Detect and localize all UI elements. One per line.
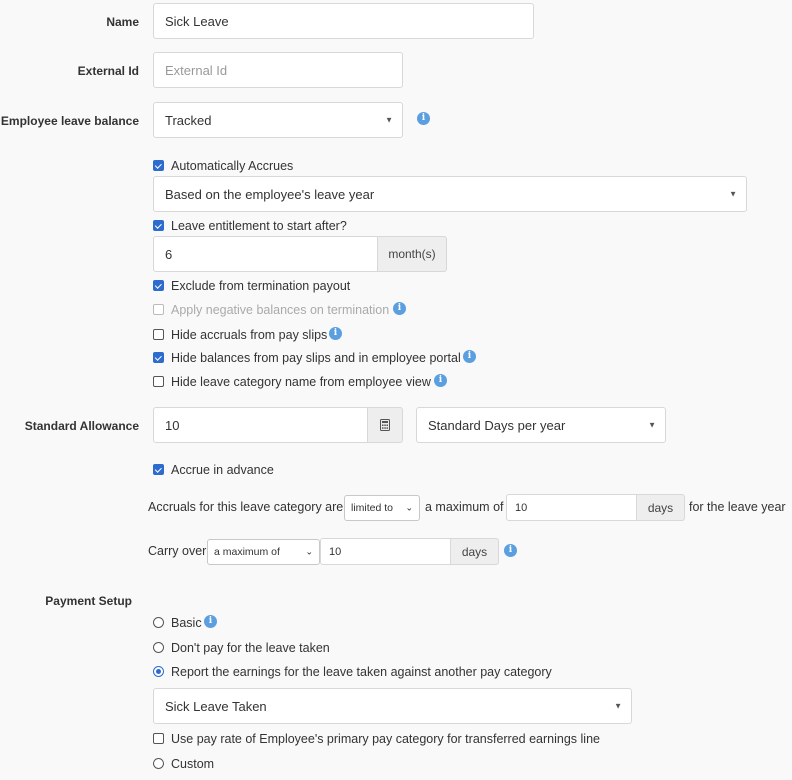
standard-allowance-label: Standard Allowance [24,419,139,433]
auto-accrues-label: Automatically Accrues [171,159,294,173]
accruals-limit-select-value: limited to [351,502,394,514]
info-icon[interactable]: i [417,112,430,125]
accruals-limit-unit: days [636,494,685,521]
carry-over-label: Carry over [148,544,207,558]
accrual-basis-value: Based on the employee's leave year [165,186,375,202]
calculator-icon [380,419,390,431]
hide-balances-label: Hide balances from pay slips and in employee portal [171,351,461,365]
dont-pay-radio[interactable] [153,642,164,653]
hide-accruals-checkbox[interactable] [153,329,164,340]
name-value: Sick Leave [165,13,229,29]
carry-over-value: 10 [329,545,342,558]
pay-category-select[interactable] [153,688,632,724]
dropdown-caret-icon: ▼ [385,115,393,125]
leave-balance-select[interactable] [153,102,403,138]
exclude-termination-label: Exclude from termination payout [171,279,351,293]
leave-balance-label: Employee leave balance [0,114,139,128]
standard-allowance-input[interactable] [153,407,368,443]
hide-category-checkbox[interactable] [153,376,164,387]
dropdown-caret-icon: ▼ [729,189,737,199]
payment-setup-label: Payment Setup [45,594,132,608]
report-earnings-label: Report the earnings for the leave taken against another pay category [171,665,552,679]
negative-balances-label: Apply negative balances on termination [171,303,390,317]
use-primary-rate-checkbox[interactable] [153,733,164,744]
accrue-advance-checkbox[interactable] [153,464,164,475]
external-id-input[interactable] [153,52,403,88]
accruals-limit-middle: a maximum of [425,500,504,514]
carry-over-unit: days [450,538,499,565]
external-id-label: External Id [77,64,139,78]
basic-label: Basic [171,616,202,630]
dropdown-caret-icon: ▼ [614,701,622,711]
exclude-termination-checkbox[interactable] [153,280,164,291]
leave-balance-value: Tracked [165,112,212,128]
accrue-advance-label: Accrue in advance [171,463,274,477]
allowance-unit-select[interactable] [416,407,666,443]
info-icon[interactable]: i [204,615,217,628]
carry-over-input[interactable] [320,538,451,565]
negative-balances-checkbox[interactable] [153,304,164,315]
entitlement-input[interactable] [153,236,378,272]
dropdown-caret-icon: ▼ [648,420,656,430]
entitlement-label: Leave entitlement to start after? [171,219,347,233]
accruals-limit-prefix: Accruals for this leave category are [148,500,344,514]
entitlement-value: 6 [165,246,173,262]
info-icon[interactable]: i [434,374,447,387]
standard-allowance-value: 10 [165,417,180,433]
report-earnings-radio[interactable] [153,666,164,677]
carry-over-select[interactable] [207,539,320,565]
entitlement-checkbox[interactable] [153,220,164,231]
pay-category-value: Sick Leave Taken [165,698,267,714]
chevron-down-icon: ⌄ [305,546,313,557]
hide-accruals-label: Hide accruals from pay slips [171,328,328,342]
chevron-down-icon: ⌄ [405,502,413,513]
basic-radio[interactable] [153,617,164,628]
accruals-limit-select[interactable] [344,495,420,521]
name-label: Name [106,15,139,29]
name-input[interactable] [153,3,534,39]
accrual-basis-select[interactable] [153,176,747,212]
carry-over-select-value: a maximum of [214,546,280,558]
auto-accrues-checkbox[interactable] [153,160,164,171]
allowance-unit-value: Standard Days per year [428,417,566,433]
info-icon[interactable]: i [393,302,406,315]
info-icon[interactable]: i [463,350,476,363]
accruals-limit-suffix: for the leave year [689,500,786,514]
hide-balances-checkbox[interactable] [153,352,164,363]
external-id-placeholder: External Id [165,62,228,78]
custom-label: Custom [171,757,215,771]
accruals-limit-value: 10 [515,501,528,514]
info-icon[interactable]: i [329,327,342,340]
dont-pay-label: Don't pay for the leave taken [171,641,330,655]
use-primary-rate-label: Use pay rate of Employee's primary pay category for transferred earnings line [171,732,600,746]
hide-category-label: Hide leave category name from employee view [171,375,431,389]
calculator-button[interactable] [367,407,403,443]
custom-radio[interactable] [153,758,164,769]
info-icon[interactable]: i [504,544,517,557]
entitlement-unit: month(s) [377,236,447,272]
accruals-limit-input[interactable] [506,494,637,521]
